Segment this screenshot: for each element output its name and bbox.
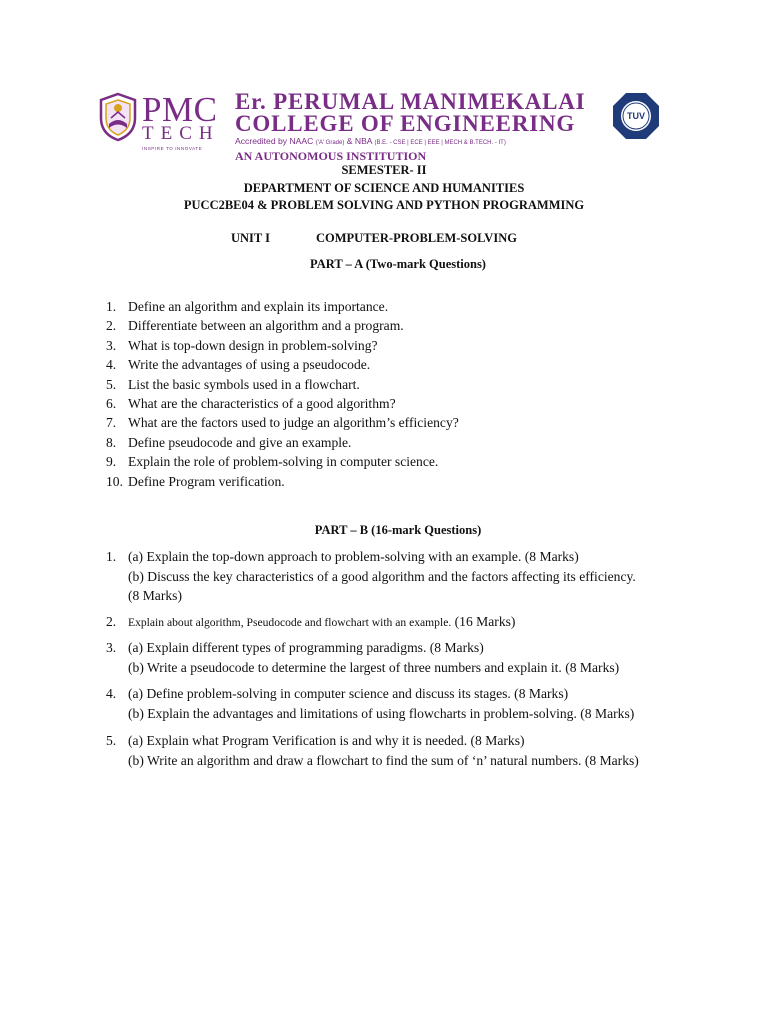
question-line: (a) Explain what Program Verification is and why it is needed. (8 Marks) [128,733,525,748]
college-name-line2: COLLEGE OF ENGINEERING [235,111,576,136]
tuv-certification-logo-icon [612,92,660,140]
unit-title: COMPUTER-PROBLEM-SOLVING [316,231,517,245]
part-a-question [106,413,706,432]
question-number: 10. [106,473,123,489]
question-text: Write the advantages of using a pseudocode. [128,357,371,373]
question-number: 9. [106,454,117,470]
question-line: (b) Explain the advantages and limitations of using flowcharts in problem-solving. (8 Marks) [128,705,635,721]
question-number: 3. [106,337,117,353]
question-text: What are the factors used to judge an algorithm’s efficiency? [128,415,459,431]
question-number: 2. [106,614,117,629]
question-number: 1. [106,549,117,564]
part-a-question-list [106,297,706,491]
part-a-question [106,336,706,355]
question-line: (a) Explain different types of programming paradigms. (8 Marks) [128,640,484,655]
part-a-heading: PART – A (Two-mark Questions) [310,257,486,271]
part-b-question-3 [106,638,706,678]
accreditation-text-a: Accredited by NAAC [235,136,316,146]
part-a-question [106,433,706,452]
question-number: 8. [106,434,117,450]
question-text: List the basic symbols used in a flowchart. [128,376,360,392]
question-text: Define pseudocode and give an example. [128,434,352,450]
question-line: (b) Write an algorithm and draw a flowchart to find the sum of ‘n’ natural numbers. (8 Marks) [128,752,639,768]
logo-tech-text: TECH [142,123,220,144]
part-b-heading: PART – B (16-mark Questions) [314,523,482,537]
part-a-question [106,394,706,413]
pmc-tech-logo [98,92,224,152]
question-number: 3. [106,640,117,655]
question-line: (b) Discuss the key characteristics of a good algorithm and the factors affecting its efficiency. [128,568,636,584]
accreditation-programs: (B.E. - CSE | ECE | EEE | MECH & B.TECH. - IT) [374,140,506,146]
question-text-small: Explain about algorithm, Pseudocode and flowchart with an example. [128,616,452,629]
part-b-question-1 [106,547,706,607]
accreditation-line [235,136,506,149]
part-a-question [106,297,706,316]
accreditation-text-b: & NBA [344,136,375,146]
course-title: PUCC2BE04 & PROBLEM SOLVING AND PYTHON PROGRAMMING [183,198,585,212]
part-b-question-4 [106,684,706,724]
college-emblem-icon [98,92,138,142]
college-name-line1: Er. PERUMAL MANIMEKALAI [235,89,586,114]
department-title: DEPARTMENT OF SCIENCE AND HUMANITIES [243,181,525,195]
letterhead [96,84,668,166]
logo-pmc-text: PMC [142,90,218,129]
logo-tagline: INSPIRE TO INNOVATE [142,146,203,151]
question-text: Define Program verification. [128,473,285,489]
question-number: 5. [106,376,117,392]
autonomous-institution: AN AUTONOMOUS INSTITUTION [235,149,427,163]
semester-title: SEMESTER- II [341,163,427,177]
tuv-text: TUV [627,111,645,121]
accreditation-grade: ('A' Grade) [315,140,345,146]
question-text: What are the characteristics of a good algorithm? [128,395,396,411]
question-number: 1. [106,299,117,314]
question-text: Define an algorithm and explain its importance. [128,299,389,314]
question-number: 5. [106,733,117,748]
part-a-question [106,375,706,394]
part-b-question-5 [106,731,706,771]
question-number: 2. [106,318,117,334]
part-a-question [106,472,706,491]
question-line [128,612,515,633]
unit-label: UNIT I [231,231,271,245]
question-line: (b) Write a pseudocode to determine the largest of three numbers and explain it. (8 Marks) [128,659,620,675]
question-number: 4. [106,357,117,373]
part-a-question [106,452,706,471]
question-text: Differentiate between an algorithm and a program. [128,318,404,334]
question-line: (8 Marks) [128,588,182,604]
question-marks: (16 Marks) [451,614,516,629]
question-number: 4. [106,686,117,701]
question-line: (a) Explain the top-down approach to problem-solving with an example. (8 Marks) [128,549,579,564]
part-b-question-2 [106,612,706,632]
question-number: 6. [106,395,117,411]
question-number: 7. [106,415,117,431]
question-text: What is top-down design in problem-solving? [128,337,378,353]
part-a-question [106,316,706,335]
question-line: (a) Define problem-solving in computer science and discuss its stages. (8 Marks) [128,686,569,701]
part-a-question [106,355,706,374]
question-text: Explain the role of problem-solving in computer science. [128,454,439,470]
